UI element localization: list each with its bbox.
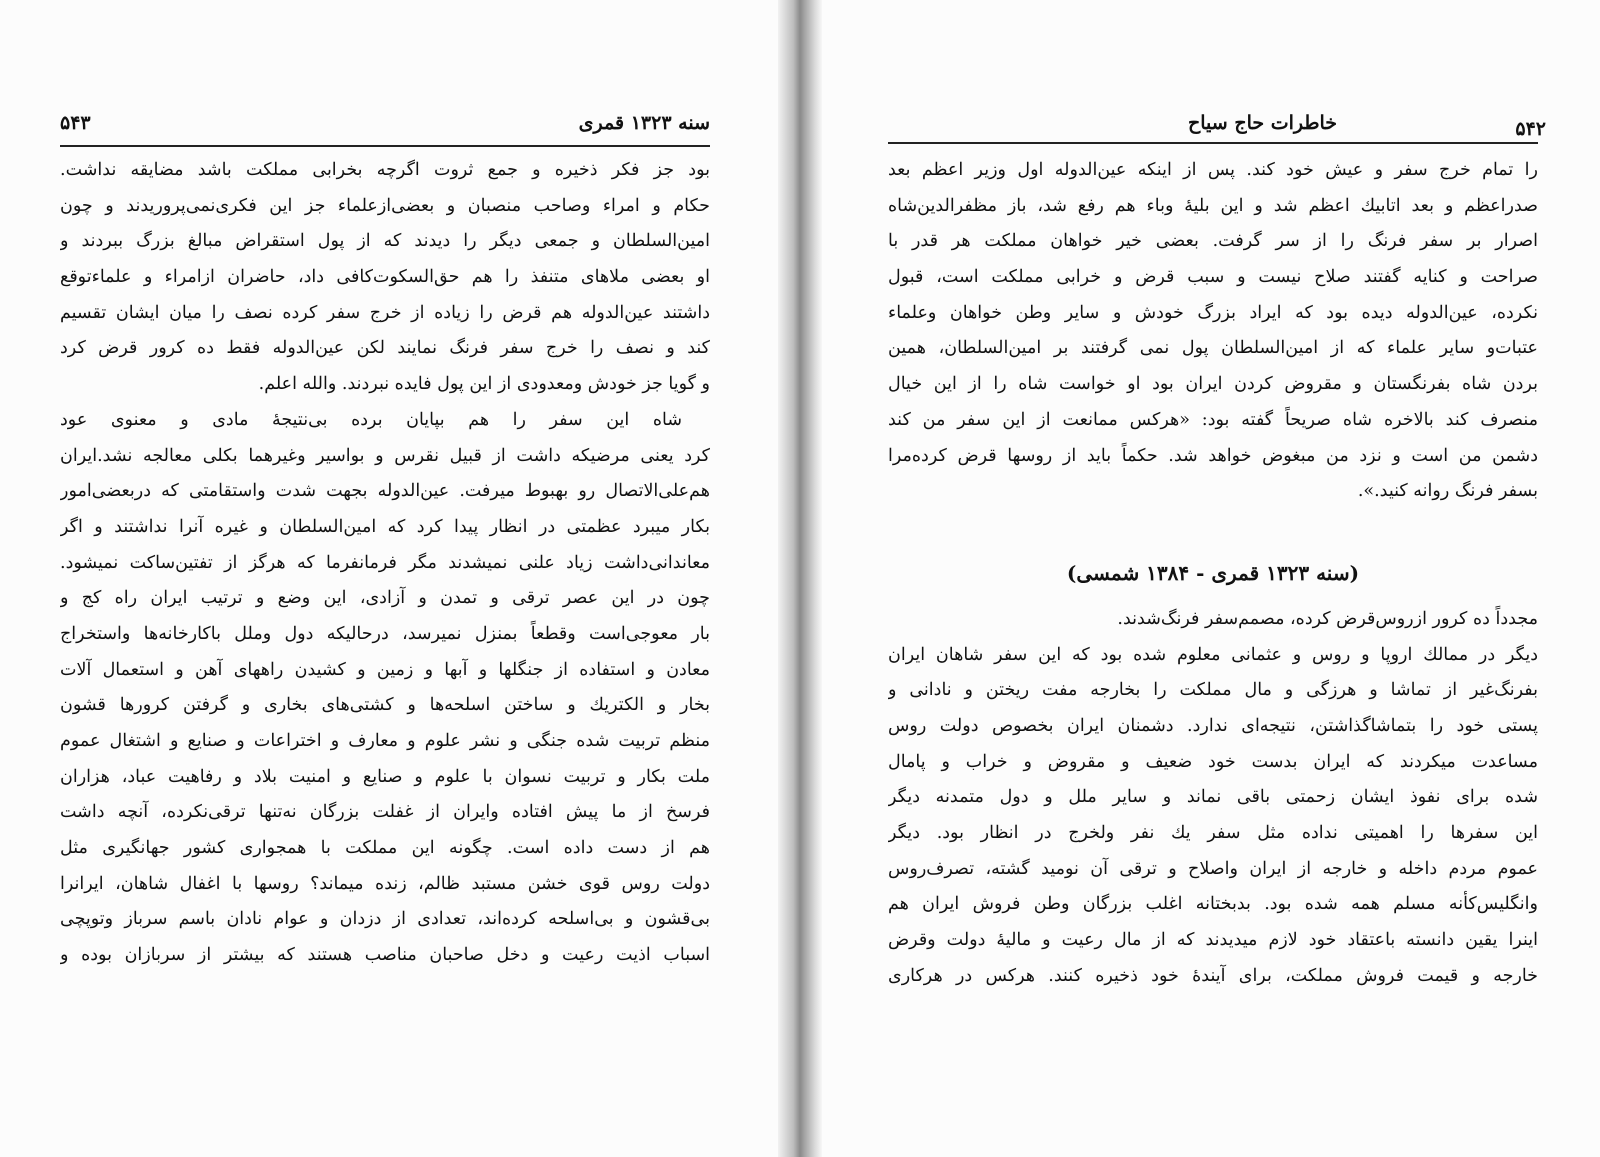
text-line: خارجه و قیمت فروش مملکت، برای آیندهٔ خود ذخیره کنند. هرکس در هرکاری <box>888 965 1538 986</box>
text-line: حکام و امراء وصاحب منصبان و بعضی‌ازعلماء جز این فکری‌نمی‌پروریدند و چون <box>60 195 710 216</box>
section-heading: (سنه ۱۳۲۳ قمری - ۱۳۸۴ شمسی) <box>1066 560 1360 585</box>
text-line: بکار میبرد عظمتی در انظار پیدا کرد که امین‌السلطان و غیره آنرا نداشتند و اگر <box>60 516 710 537</box>
left-page-body <box>60 153 710 974</box>
left-page-header <box>60 112 710 146</box>
text-line: مساعدت میکردند که ایران بدست خود ضعیف و مقروض و خراب و پامال <box>888 751 1538 772</box>
text-line: نکرده، عین‌الدوله دیده بود که ایراد بزرگ خودش و سایر وطن خواهان وعلماء <box>888 302 1538 323</box>
text-line: دیگر در ممالك اروپا و روس و عثمانی معلوم شده بود که این سفر شاهان ایران <box>888 644 1538 665</box>
left-page <box>60 0 710 1157</box>
text-line: شاه این سفر را هم بپایان برده بی‌نتیجهٔ مادی و معنوی عود <box>60 409 682 430</box>
text-line: بسفر فرنگ روانه کنید.». <box>1357 481 1538 502</box>
text-line: شده برای نفوذ ایشان زحمتی باقی نماند و سایر ملل و دول متمدنه دیگر <box>888 787 1538 808</box>
text-line: دشمن من است و نزد من مبغوض خواهد شد. حکماً باید از روسها قرض کرده‌مرا <box>888 445 1538 466</box>
text-line: وانگلیس‌کأنه مسلم همه شده بود. بدبختانه اغلب بزرگان وطن فروش ایران هم <box>888 894 1538 915</box>
text-line: منظم تربیت شده جنگی و نشر علوم و معارف و اختراعات و صنایع و اشتغال عموم <box>60 731 710 751</box>
text-line: هم‌علی‌الاتصال رو بهبوط میرفت. عین‌الدوله بجهت شدت واستقامتی که دربعضی‌امور <box>60 481 710 502</box>
left-page-number: ۵۴۳ <box>60 112 91 134</box>
text-line: عتبات‌و سایر علماء که از امین‌السلطان پول نمی گرفتند بر امین‌السلطان، همین <box>888 338 1538 359</box>
text-line: منصرف کند بالاخره شاه صریحاً گفته بود: «هرکس ممانعت از این سفر من کند <box>888 409 1538 430</box>
text-line: امین‌السلطان و جمعی دیگر را دیدند که از پول استقراض مبالغ بزرگ ببردند و <box>60 231 710 252</box>
text-line: او بعضی ملاهای متنفذ را هم حق‌السکوت‌کافی داد، حاضران ازامراء و علماءتوقع <box>60 267 710 288</box>
text-line: هم از دست داده است. چگونه این مملکت با همجواری کشور جهانگیری مثل <box>60 838 710 859</box>
text-line: بخار و الکتریك و ساختن اسلحه‌ها و کشتی‌های بخاری و گرفتن کرورها قشون <box>60 695 710 716</box>
right-header-rule <box>888 142 1538 144</box>
text-line: اینرا یقین دانسته باعتقاد خود لازم میدیدند که از مال رعیت و مالیهٔ دولت وقرض <box>888 930 1538 951</box>
text-line: اسباب اذیت رعیت و دخل صاحبان مناصب هستند که بیشتر از سربازان بوده و <box>60 945 710 966</box>
text-line: را تمام خرج سفر و عیش خود کند. پس از اینکه عین‌الدوله اول وزیر اعظم بعد <box>888 160 1538 180</box>
right-page-header <box>888 112 1546 146</box>
text-line: دولت روس قوی خشن مستبد ظالم، زنده میماند؟ روسها با اغفال شاهان، ایرانرا <box>60 873 710 894</box>
text-line: داشتند عین‌الدوله هم قرض را زیاده از خرج سفر کرده نصف را میان ایشان تقسیم <box>60 302 710 323</box>
text-line: کند و نصف را خرج سفر فرنگ نمایند لکن عین‌الدوله فقط ده کرور قرض کرد <box>60 338 710 359</box>
right-page <box>888 0 1546 1157</box>
text-line: و گویا جز خودش ومعدودی از این پول فایده نبردند. والله اعلم. <box>258 374 710 395</box>
text-line: کرد یعنی مرضیکه داشت از قبیل نقرس و بواسیر وغیرهما بکلی معالجه نشد.ایران <box>60 445 710 466</box>
text-line: فرسخ از ما پیش افتاده وایران از غفلت بزرگان نه‌تنها ترقی‌نکرده، آنچه داشت <box>60 802 710 823</box>
text-line: اصرار بر سفر فرنگ را از سر گرفت. بعضی خیر خواهان مملکت هر قدر با <box>888 231 1538 252</box>
text-line: معاندانی‌داشت زیاد علنی نمیشدند مگر فرمانفرما که هرگز از تفتین‌ساکت نمیشود. <box>60 552 710 573</box>
left-page-running-title: سنه ۱۳۲۳ قمری <box>578 112 710 134</box>
text-line: این سفرها را اهمیتی نداده مثل سفر یك نفر ولخرج در انظار بود. دیگر <box>888 823 1538 843</box>
text-line: بود جز فکر ذخیره و جمع ثروت اگرچه بخرابی مملکت باشد مضایقه نداشت. <box>60 160 710 180</box>
text-line: پستی خود را بتماشاگذاشتن، نتیجه‌ای ندارد. دشمنان ایران بخصوص دولت روس <box>888 715 1538 736</box>
right-page-number: ۵۴۲ <box>1515 118 1546 140</box>
right-page-running-title: خاطرات حاج سیاح <box>1188 112 1338 134</box>
text-line: صراحت و کنایه گفتند صلاح نیست و سبب قرض و خرابی مملکت است، قبول <box>888 267 1538 288</box>
text-line: بار معوجی‌است وقطعاً بمنزل نمیرسد، درحالیکه دول وملل باکارخانه‌ها واستخراج <box>60 623 710 644</box>
book-gutter <box>778 0 822 1157</box>
text-line: بفرنگ‌غیر از تماشا و هرزگی و مال مملکت را بخارجه مفت ریختن و نادانی و <box>888 680 1538 701</box>
text-line: ملت بکار و تربیت نسوان با علوم و صنایع و امنیت بلاد و رفاهیت عباد، هزاران <box>60 766 710 787</box>
text-line: مجدداً ده کرور ازروس‌قرض کرده، مصمم‌سفر فرنگ‌شدند. <box>1117 608 1538 629</box>
text-line: چون در این عصر ترقی و تمدن و آزادی، این وضع و ترتیب ایران راه کج و <box>60 588 710 609</box>
text-line: بردن شاه بفرنگستان و مقروض کردن ایران بود او خواست شاه را از این خیال <box>888 374 1538 395</box>
right-page-body <box>888 153 1538 994</box>
text-line: معادن و استفاده از جنگلها و آبها و زمین و کشیدن راههای آهن و استعمال آلات <box>60 659 710 680</box>
text-line: عموم مردم داخله و خارجه از ایران واصلاح و ترقی آن نومید گشته، تصرف‌روس <box>888 858 1538 879</box>
text-line: بی‌قشون و بی‌اسلحه کرده‌اند، تعدادی از دزدان و عوام نادان باسم سرباز وتوپچی <box>60 909 710 930</box>
left-header-rule <box>60 145 710 147</box>
text-line: صدراعظم و بعد اتابیك اعظم شد و این بلیهٔ وباء هم رفع شد، باز مظفرالدین‌شاه <box>888 195 1538 216</box>
